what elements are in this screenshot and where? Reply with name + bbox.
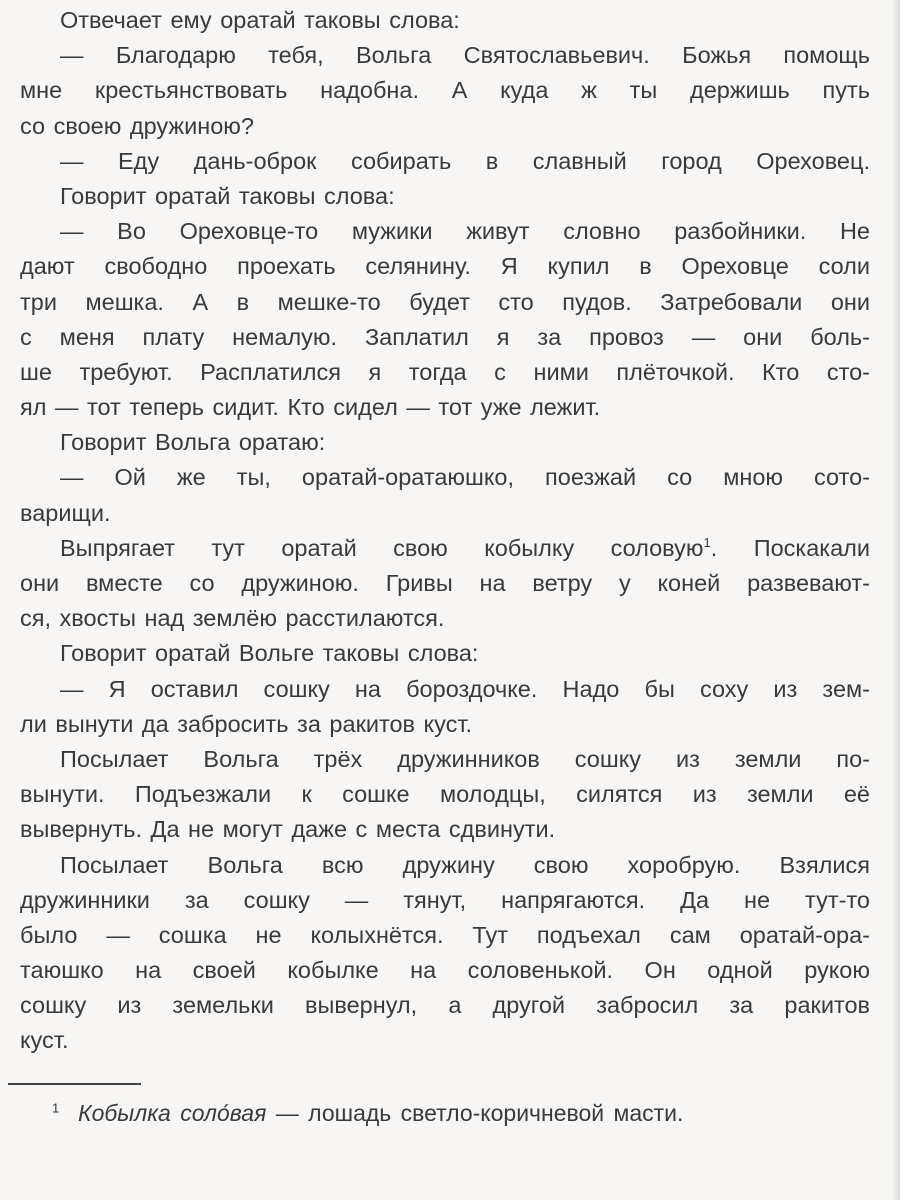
page-edge-shadow [892, 0, 900, 1200]
text-line: Выпрягает тут оратай свою кобылку соловую$^1$. Поскакали [60, 534, 870, 561]
text-line: — Я оставил сошку на бороздочке. Надо бы соху из зем- [60, 675, 870, 702]
text-line: — Ой же ты, оратай-оратаюшко, поезжай со мною сото- [60, 464, 870, 491]
text-line: Говорит оратай таковы слова: [60, 182, 395, 209]
text-line: Посылает Вольга всю дружину свою хоробрую. Взялися [60, 851, 870, 878]
footnote-ref: 1 [703, 534, 711, 550]
text-line: ли вынути да забросить за ракитов куст. [20, 710, 473, 737]
text-line: Говорит Вольга оратаю: [60, 429, 326, 456]
text-line: варищи. [20, 499, 111, 526]
text-line: со своею дружиною? [20, 112, 254, 139]
text-line: вынути. Подъезжали к сошке молодцы, силятся из земли её [20, 781, 870, 808]
text-line: Посылает Вольга трёх дружинников сошку из земли по- [60, 745, 870, 772]
footnote-definition: — лошадь светло-коричневой масти. [275, 1100, 684, 1126]
text-line: Отвечает ему оратай таковы слова: [60, 7, 460, 33]
text-segment: Поскакали [753, 534, 870, 561]
footnote-divider [8, 1083, 141, 1085]
text-line: — Еду дань-оброк собирать в славный город Ореховец. [60, 147, 870, 174]
text-line: дружинники за сошку — тянут, напрягаются. Да не тут-то [20, 886, 870, 913]
text-line: Говорит оратай Вольге таковы слова: [60, 640, 479, 667]
text-line: мне крестьянствовать надобна. А куда ж ты держишь путь [20, 77, 870, 104]
text-line: было — сошка не колыхнётся. Тут подъехал сам оратай-ора- [20, 921, 870, 948]
text-line: вывернуть. Да не могут даже с места сдвинути. [20, 816, 556, 843]
text-line: таюшко на своей кобылке на соловенькой. Он одной рукою [20, 957, 870, 984]
text-line: дают свободно проехать селянину. Я купил в Ореховце соли [20, 253, 870, 280]
footnote-marker: 1 [52, 1100, 60, 1116]
text-line: сошку из земельки вывернул, а другой забросил за ракитов [20, 992, 870, 1019]
text-line: три мешка. А в мешке-то будет сто пудов. Затребовали они [20, 288, 870, 315]
text-line: они вместе со дружиною. Гривы на ветру у коней развевают- [20, 570, 870, 596]
text-line: — Во Ореховце-то мужики живут словно разбойники. Не [60, 218, 870, 245]
text-segment: Выпрягает тут оратай свою кобылку соловую [60, 534, 704, 561]
footnote [52, 1100, 683, 1127]
text-line: куст. [20, 1027, 69, 1054]
text-line: ся, хвосты над землёю расстилаются. [20, 605, 445, 632]
text-line: ял — тот теперь сидит. Кто сидел — тот уже лежит. [20, 394, 601, 421]
text-line: с меня плату немалую. Заплатил я за провоз — они боль- [20, 323, 870, 350]
text-line: — Благодарю тебя, Вольга Святославьевич. Божья помощь [60, 42, 870, 69]
text-line: ше требуют. Расплатился я тогда с ними плёточкой. Кто сто- [20, 358, 870, 385]
story-text [20, 3, 870, 1059]
footnote-term: Кобылка соло́вая [78, 1100, 267, 1126]
